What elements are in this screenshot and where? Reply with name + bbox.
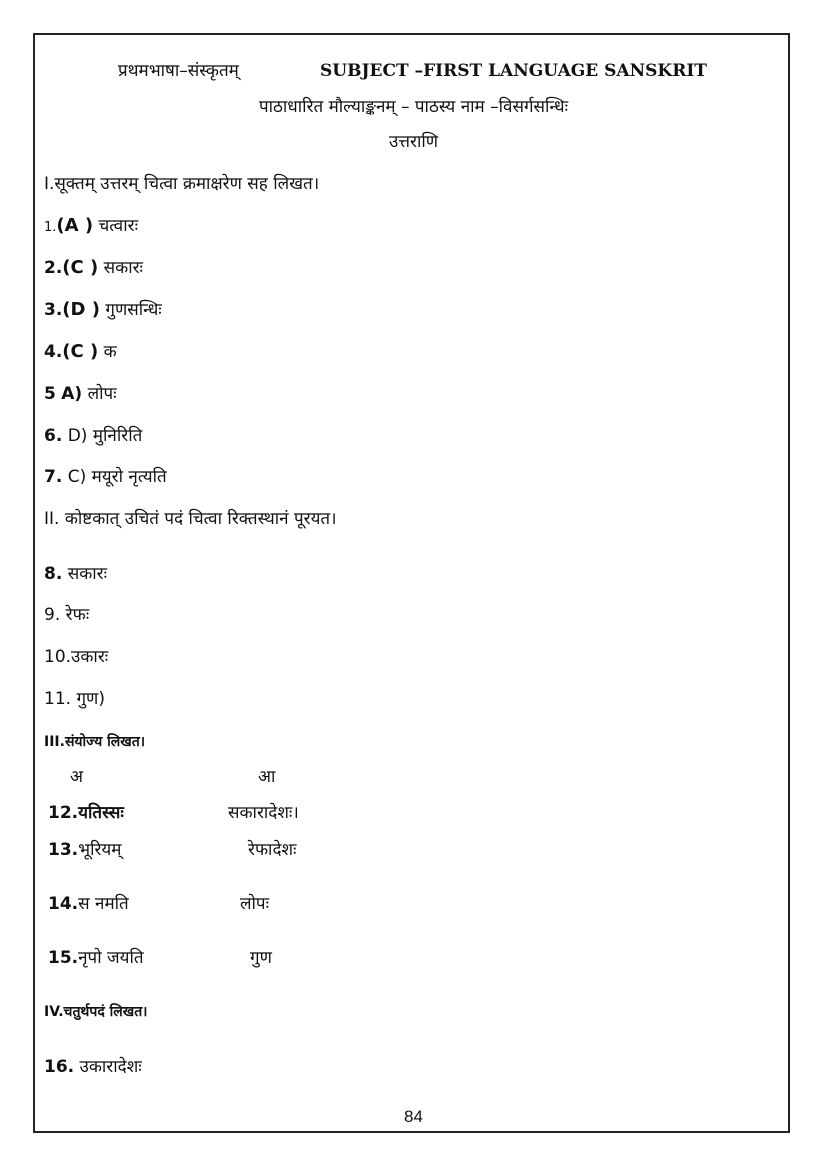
match-row-b: गुण [250,948,272,968]
item-answer: गुणसन्धिः [105,300,162,320]
list-item [44,425,142,447]
list-item [44,215,138,239]
list-item [44,466,167,488]
item-answer: मुनिरिति [92,426,143,446]
item-number: 8. [44,564,63,584]
item-option: D) [67,426,88,446]
item-number: 2. [44,258,63,278]
item-number: 15. [48,948,79,968]
match-row-a [48,947,144,969]
page-number: 84 [404,1107,423,1126]
item-option: (C ) [62,341,99,362]
page-border [33,33,790,1133]
section3-heading [44,730,145,753]
item-number: 12. [48,803,79,823]
section3-heading-text: III.संयोज्य लिखत। [44,734,146,750]
item-option: A) [61,384,83,404]
item-number: 3. [44,300,63,320]
match-row-b: लोपः [240,894,270,914]
match-row-a [48,839,121,861]
list-item [44,257,143,279]
list-item [44,1056,142,1078]
item-number: 11. [44,689,72,709]
item-a: भूरियम् [78,840,122,860]
list-item [44,563,107,585]
section4-heading-text: IV.चतुर्थपदं लिखत। [44,1004,148,1020]
list-item [44,341,117,363]
item-number: 6. [44,426,63,446]
item-number: 1. [44,220,57,235]
column-a-header: अ [70,767,83,787]
item-answer: सकारः [103,258,143,278]
item-option: C) [67,467,87,487]
item-number: 10. [44,647,72,667]
match-row-b: सकारादेशः। [228,803,299,823]
list-item [44,688,105,710]
item-answer: क [103,342,117,362]
item-number: 7. [44,467,63,487]
item-answer: उकारः [71,647,109,667]
item-number: 5 [44,384,56,404]
item-a: यतिस्सः [78,803,124,823]
item-answer: रेफः [65,605,90,625]
item-answer: मयूरो नृत्यति [91,467,167,487]
item-number: 14. [48,894,79,914]
list-item [44,646,108,668]
item-answer: उकारादेशः [79,1057,142,1077]
section4-heading [44,1000,148,1023]
item-answer: सकारः [67,564,108,584]
answers-heading: उत्तराणि [388,132,439,152]
column-b-header: आ [258,767,276,787]
section2-heading: II. कोष्टकात् उचितं पदं चित्वा रिक्तस्थानं पूरयत। [44,509,337,529]
match-row-b: रेफादेशः [248,840,297,860]
item-a: नृपो जयति [78,948,144,968]
item-option: (A ) [56,215,94,236]
item-number: 16. [44,1057,75,1077]
item-option: (D ) [62,299,100,320]
match-row-a [48,802,124,824]
subtitle: पाठाधारित मौल्याङ्कनम् – पाठस्य नाम –विसर्गसन्धिः [258,97,569,117]
list-item [44,604,89,626]
item-number: 4. [44,342,63,362]
item-answer: गुण) [76,689,105,709]
item-number: 9. [44,605,61,625]
list-item [44,383,117,405]
subject-sanskrit: प्रथमभाषा–संस्कृतम् [118,61,239,81]
item-answer: लोपः [87,384,117,404]
list-item [44,299,162,321]
item-answer: चत्वारः [98,216,139,236]
subject-english: SUBJECT –FIRST LANGUAGE SANSKRIT [320,61,707,81]
match-row-a [48,893,129,915]
item-option: (C ) [62,257,99,278]
item-number: 13. [48,840,79,860]
item-a: स नमति [78,894,129,914]
section1-heading: I.सूक्तम् उत्तरम् चित्वा क्रमाक्षरेण सह लिखत। [44,174,320,194]
